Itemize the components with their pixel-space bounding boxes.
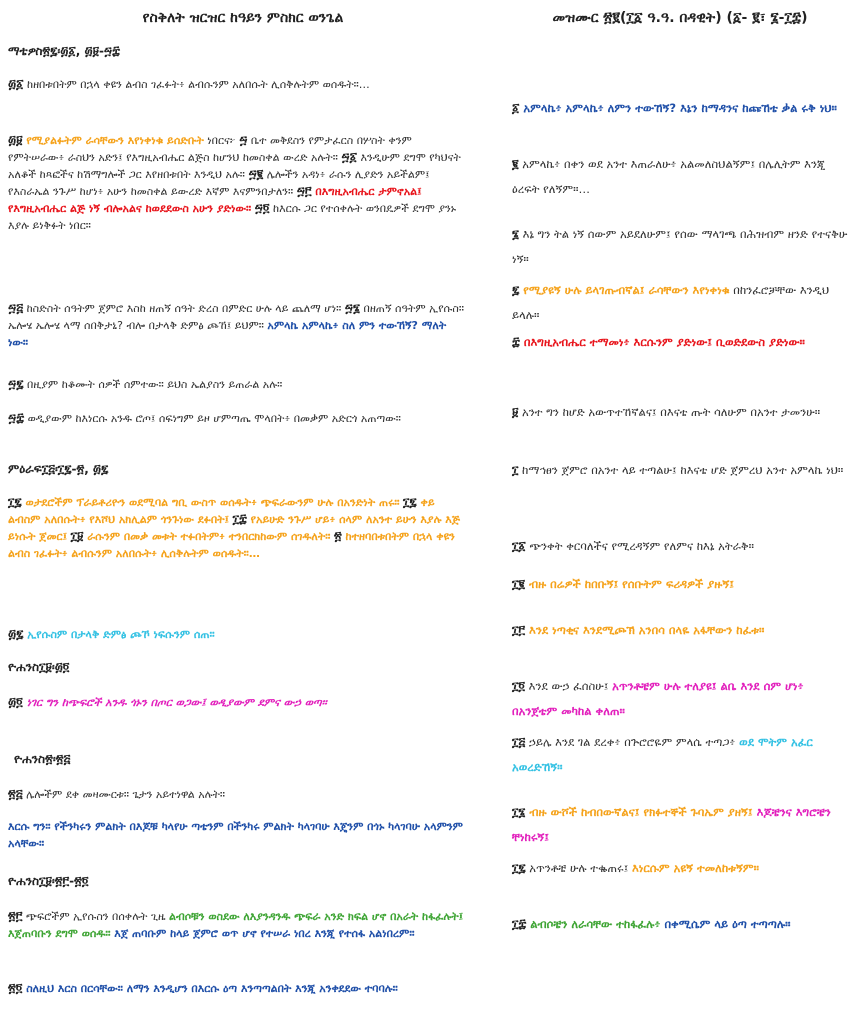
verse-number: ፲፯	[403, 495, 417, 509]
verse-highlight: የሚያልፉትም ራሳቸውን እየነቀነቁ ይሰድቡት	[22, 134, 204, 147]
verse-text: አጥንቶቼ ሁሉ ተቈጠሩ፤	[525, 861, 632, 875]
verse-number: ፰	[512, 335, 520, 349]
john-verse-24	[8, 980, 470, 997]
verse-highlight: እርሱ ግን። የችንካሩን ምልክት በእጆቹ ካላየሁ ጣቴንም በችንካሩ ምልክት ካላገባሁ እጄንም በጎኑ ካላገባሁ አላምንም አላቸው።	[8, 820, 463, 850]
verse-number: ፲፰	[512, 917, 527, 931]
verse-highlight: ልብሶቼን ለራሳቸው ተከፋፈሉ፥	[526, 917, 661, 931]
verse-text: ቤተ መቅደስን የምታፈርስ በሦስት ቀንም የምትሠራው፥ ራስህን አድን፤ የእግዚአብሔር ልጅስ ከሆንህ ከመስቀል ውረድ አሉት።	[8, 134, 412, 164]
verse-highlight: ልብሶቹን ወስደው ለእያንዳንዱ ጭፍራ አንድ ክፍል ሆኖ በአራት ከፋፈሉት፤ እጀጠባቡን ደግሞ ወሰዱ።	[8, 910, 464, 940]
right-title: መዝሙር ፳፪(፲፩ ዓ.ዓ. በዳዊት) (፩- ፪፣ ፮-፲፰)	[552, 10, 808, 26]
psalm-verse-15	[512, 730, 848, 780]
verse-number: ፲፱	[70, 529, 84, 543]
verse-number: ፲፫	[512, 623, 526, 637]
psalm-verse-8	[512, 330, 848, 355]
verse-text: ከማኅፀን ጀምሮ በአንተ ላይ ተጣልሁ፤ ከእናቴ ሆድ ጀምረህ አንተ አምላኬ ነህ።	[518, 463, 844, 477]
verse-number: ፲፰	[232, 512, 247, 526]
psalm-verse-10	[512, 458, 848, 483]
verse-highlight: ብዙ በሬዎች ከበቡኝ፤ የሰቡትም ፍሪዳዎች ያዙኝ፤	[524, 577, 734, 591]
verse-text: አንተ ግን ከሆድ አውጥተኸኛልና፤ በእናቴ ጡት ሳለሁም በአንተ ታመንሁ።	[518, 405, 821, 419]
matthew-verses-45-46	[8, 300, 470, 351]
psalm-verse-11	[512, 534, 848, 559]
verse-highlight: ኢየሱስም በታላቅ ድምፅ ጮኾ ነፍሱንም ሰጠ።	[23, 628, 215, 641]
verse-text: ሌሎችን አዳነ፥ ራሱን ሊያድን አይችልም፤ የእስራኤል ንጉሥ ከሆነ፥ አሁን ከመስቀል ይውረድ እኛም እናምንበታለን።	[8, 168, 430, 198]
verse-text: በከንፈሮቻቸው እንዲህ ይላሉ።	[512, 283, 830, 322]
verse-highlight: ስለዚህ እርስ በርሳቸው። ለማን እንዲሆን በእርሱ ዕጣ እንጣጣልበት እንጂ አንቀደደው ተባባሉ።	[22, 982, 398, 995]
psalm-verse-16	[512, 800, 848, 850]
verse-text: ኃይሌ እንደ ገል ደረቀ፥ በጕሮሮዬም ምላሴ ተጣጋ፥	[525, 735, 740, 749]
verse-number: ፵፬	[254, 201, 270, 215]
verse-highlight: የሚያዩኝ ሁሉ ይላገጡብኛል፤ ራሳቸውን እየነቀነቁ	[519, 283, 730, 297]
psalm-verse-13	[512, 618, 848, 643]
verse-number: ፵፫	[296, 184, 312, 198]
john-reference-3: ዮሐንስ፲፱፡፳፫-፳፬	[8, 874, 89, 888]
john-verse-25	[8, 786, 470, 803]
verse-highlight: በእግዚአብሔር ታምኖአል፤ የእግዚአብሔር ልጅ ነኝ ብሎአልና ከወደደውስ አሁን ያድነው።	[8, 185, 422, 215]
verse-text: እንደ ውኃ ፈሰስሁ፤	[525, 679, 613, 693]
verse-number: ፲፩	[512, 539, 526, 553]
verse-number: ፲፯	[512, 861, 526, 875]
psalm-verse-7	[512, 278, 848, 328]
matthew-verse-31	[8, 76, 470, 93]
psalm-verse-1	[512, 96, 848, 121]
verse-highlight: ወደ ሞትም አፈር አወረድኸኝ።	[512, 735, 813, 774]
psalm-verse-17	[512, 856, 848, 881]
verse-number: ፩	[512, 101, 520, 115]
john-verse-25-quote	[8, 818, 470, 852]
psalm-verse-9	[512, 400, 848, 425]
verse-number: ፳፫	[8, 909, 23, 923]
verse-text: ወዲያውም ከእነርሱ አንዱ ሮጦ፤ ሰፍነግም ይዞ ሆምጣጤ ሞላበት፥ በመቃም አድርጎ አጠጣው።	[24, 412, 401, 425]
verse-number: ፵፰	[8, 411, 25, 425]
john-verse-23	[8, 908, 470, 942]
verse-text: ጭንቀት ቀርባለችና የሚረዳኝም የለምና ከእኔ አትራቅ።	[525, 539, 754, 553]
psalm-verse-18	[512, 912, 848, 937]
verse-number: ፵፮	[344, 301, 361, 315]
verse-number: ፲፭	[512, 735, 526, 749]
mark-verses-17-20	[8, 494, 470, 562]
matthew-verses-39-44	[8, 132, 470, 234]
verse-highlight: በእግዚአብሔር ተማመነ፥ እርሱንም ያድነው፤ ቢወድደውስ ያድነው።	[519, 335, 805, 349]
verse-number: ፱	[512, 405, 519, 419]
verse-text: ከዘበቱበትም በኋላ ቀዩን ልብስ ገፈፉት፥ ልብሱንም አለበሱት ሊሰቅሉትም ወሰዱት።…	[23, 78, 370, 91]
verse-highlight: እነርሱም አዩኝ ተመለከቱኝም።	[631, 861, 759, 875]
verse-highlight: ከተዘባበቱበትም በኋላ ቀዩን ልብስ ገፈፉት፥ ልብሱንም አለበሱት፥ ሊሰቅሉትም ወሰዱት።…	[8, 530, 455, 560]
verse-number: ፵፪	[248, 167, 264, 181]
verse-number: ፲፮	[512, 805, 526, 819]
verse-number: ፳፬	[8, 981, 23, 995]
verse-number: ፵፯	[8, 377, 24, 391]
matthew-verse-47	[8, 376, 470, 393]
verse-number: ፵፩	[341, 150, 357, 164]
verse-highlight: አምላኬ አምላኬ፥ ስለ ምን ተውኸኝ? ማለት ነው።	[8, 319, 447, 349]
verse-text: በዘጠኝ ሰዓትም ኢየሱስ። ኤሎሄ ኤሎሄ ላማ ሰበቅታኒ? ብሎ በታላቅ ድምፅ ጮኸ፤ ይህም።	[8, 302, 464, 332]
verse-text: ከስድስት ሰዓትም ጀምሮ እስከ ዘጠኝ ሰዓት ድረስ በምድር ሁሉ ላይ ጨለማ ሆነ።	[23, 302, 342, 315]
verse-text: ሌሎችም ደቀ መዛሙርቱ። ጌታን አይተነዋል አሉት።	[22, 788, 226, 801]
matthew-reference: ማቴዎስ፳፯፡፴፩, ፴፱-፵፰	[8, 44, 121, 58]
john-verse-34	[8, 694, 470, 711]
verse-number: ፴፩	[8, 77, 24, 91]
verse-number: ፴፱	[8, 133, 23, 147]
left-title: የስቅለት ዝርዝር ከዓይን ምስክር ወንጌል	[142, 10, 344, 26]
verse-number: ፲፪	[512, 577, 525, 591]
verse-number: ፳፭	[8, 787, 23, 801]
verse-text: ነበርና፦	[203, 134, 240, 147]
mark-verse-37	[8, 626, 470, 643]
verse-text: ከእርሱ ጋር የተሰቀሉት ወንበዴዎች ደግሞ ያንኑ እያሉ ይነቅፉት ነበር።	[8, 202, 457, 232]
verse-number: ፪	[512, 157, 519, 171]
matthew-verse-48	[8, 410, 470, 427]
verse-highlight: እንደ ነጣቂና እንደሚጮኽ አንበሳ በላዬ አፋቸውን ከፈቱ።	[525, 623, 765, 637]
verse-highlight: የአይሁድ ንጉሥ ሆይ፥ ሰላም ለአንተ ይሁን እያሉ እጅ ይነሱት ጀመር፤	[8, 513, 461, 543]
verse-highlight: አምላኬ፥ አምላኬ፥ ለምን ተውኸኝ? እኔን ከማዳንና ከጩኸቴ ቃል ሩቅ ነህ።	[519, 101, 837, 115]
verse-number: ፮	[512, 227, 519, 241]
psalm-verse-2	[512, 152, 848, 202]
verse-number: ፲፬	[512, 679, 526, 693]
verse-highlight: እጆቼንና እግሮቼን ቸነከሩኝ፤	[512, 805, 831, 844]
verse-text: አምላኬ፥ በቀን ወደ አንተ እጠራለሁ፥ አልመለስህልኝም፤ በሌሊትም እንጂ ዕረፍት የለኝም።…	[512, 157, 826, 196]
verse-text: እኔ ግን ትል ነኝ ሰውም አይደለሁም፤ የሰው ማላገጫ በሕዝብም ዘንድ የተናቅሁ ነኝ።	[512, 227, 848, 266]
verse-number: ፲፯	[8, 495, 22, 509]
verse-number: ፴፯	[8, 627, 24, 641]
verse-highlight: ነገር ግን ከጭፍሮች አንዱ ጎኑን በጦር ወጋው፤ ወዲያውም ደምና ውኃ ወጣ።	[22, 696, 327, 709]
verse-text: እንዲሁም ደግሞ የካህናት አለቆች ከጻፎችና ከሽማግሎች ጋር እየዘበቱበት እንዲህ አሉ።	[8, 151, 461, 181]
verse-highlight: ራሱንም በመቃ መቱት ተፉበትም፥ ተንበርክከውም ሰገዱለት።	[83, 530, 331, 543]
john-reference-1: ዮሐንስ፲፱፡፴፬	[8, 660, 70, 674]
verse-highlight: ቀይ ልብስም አለበሱት፥ የእሾህ አክሊልም ጎንጉነው ደፉበት፤	[8, 496, 435, 526]
verse-number: ፲	[512, 463, 519, 477]
verse-highlight: ብዙ ውሾች ከብበውኛልና፤ የክፉተኞች ጉባኤም ያዘኝ፤	[525, 805, 753, 819]
psalm-verse-6	[512, 222, 848, 272]
verse-highlight: አጥንቶቼም ሁሉ ተለያዩ፤ ልቤ እንደ ሰም ሆነ፥ በአንጀቴም መካከል ቀለጠ።	[512, 679, 804, 718]
verse-text: በዚያም ከቆሙት ሰዎች ሰምተው። ይህስ ኤልያስን ይጠራል አሉ።	[23, 378, 283, 391]
mark-reference: ምዕራፍ፲፭፡፲፯-፳, ፴፯	[8, 462, 109, 476]
verse-highlight: እጀ ጠባቡም ከላይ ጀምሮ ወጥ ሆኖ የተሠራ ነበረ እንጂ የተሰፋ አልነበረም።	[110, 927, 415, 940]
verse-highlight: በቀሚሴም ላይ ዕጣ ተጣጣሉ።	[660, 917, 791, 931]
verse-number: ፯	[512, 283, 520, 297]
john-reference-2: ዮሐንስ፳፡፳፭	[14, 752, 71, 766]
psalm-verse-14	[512, 674, 848, 724]
verse-number: ፳	[333, 529, 342, 543]
verse-number: ፵፭	[8, 301, 24, 315]
verse-text: ጭፍሮችም ኢየሱስን በሰቀሉት ጊዜ	[22, 910, 169, 923]
verse-highlight: ወታደሮችም ፕራይቶሪዮን ወደሚባል ግቢ ውስጥ ወሰዱት፥ ጭፍራውንም ሁሉ በአንድነት ጠሩ።	[21, 496, 400, 509]
psalm-verse-12	[512, 572, 848, 597]
verse-number: ፴፬	[8, 695, 23, 709]
verse-number: ፵	[239, 133, 248, 147]
